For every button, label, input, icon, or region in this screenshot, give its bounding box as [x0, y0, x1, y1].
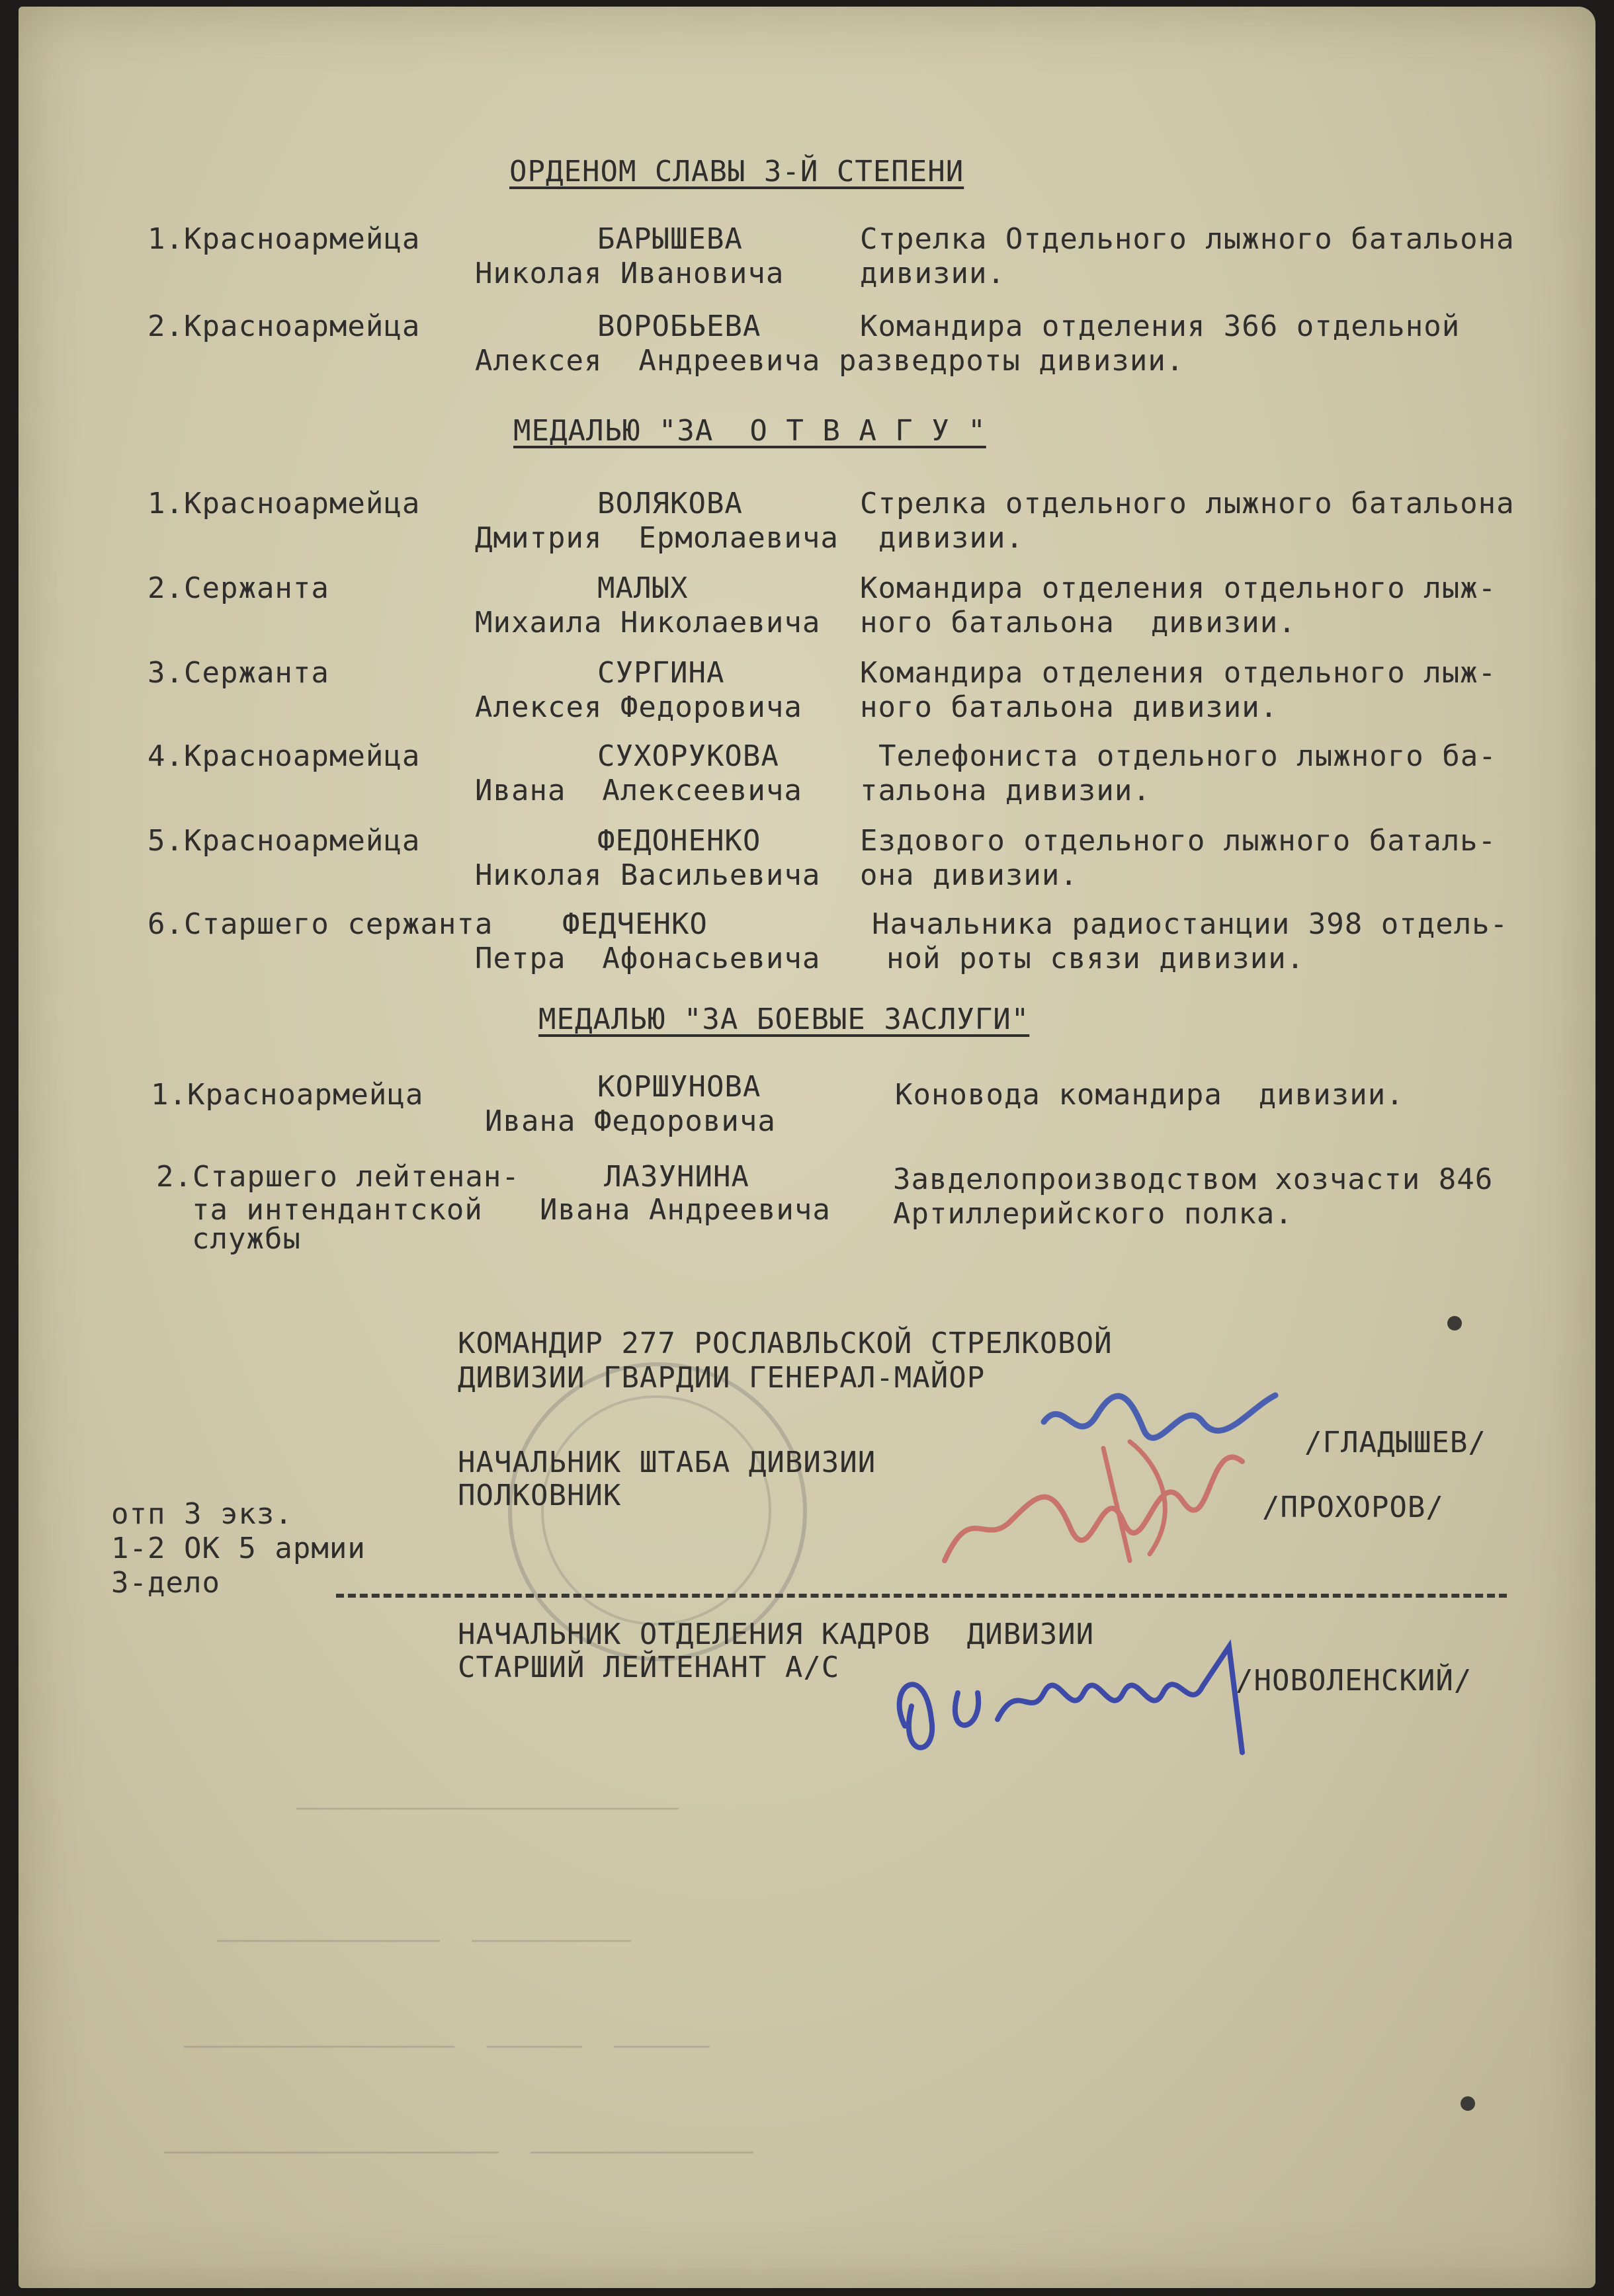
entry-surname: ФЕДОНЕНКО	[597, 824, 761, 858]
copies-file: 3-дело	[111, 1566, 220, 1600]
entry-rank: 3.Сержанта	[148, 656, 329, 690]
entry-description-cont: ной роты связи дивизии.	[886, 942, 1305, 975]
entry-description: Завделопроизводством хозчасти 846	[893, 1163, 1494, 1196]
entry-description: Начальника радиостанции 398 отдель-	[872, 907, 1509, 941]
cadres-chief-title: НАЧАЛЬНИК ОТДЕЛЕНИЯ КАДРОВ ДИВИЗИИ	[458, 1618, 1095, 1651]
entry-rank: 2.Сержанта	[148, 571, 329, 605]
commander-name: /ГЛАДЫШЕВ/	[1304, 1426, 1486, 1459]
entry-description: Стрелка Отдельного лыжного батальона	[860, 222, 1515, 256]
document-sheet: ОРДЕНОМ СЛАВЫ 3-Й СТЕПЕНИ 1.Красноармейца БАРЫШЕВА Стрелка Отдельного лыжного батальона Николая Ивановича дивизии. 2.Красноармейца ВОРОБЬЕВА Командира отделения 366 отдельной Алексея Андреевича разведроты дивизии. МЕДАЛЬЮ "ЗА О Т В А Г У " 1.Красноармейца ВОЛЯКОВА Стрелка отдельного лыжного батальона Дмитрия Ермолаевича дивизии. 2.Сержанта МАЛЫХ Командира отделения отдельного лыж- Михаила Николаевича ного батальона дивизии. 3.Сержанта СУРГИНА Командира отделения отдельного лыж- Алексея Федоровича ного батальона дивизии. 4.Красноармейца СУХОРУКОВА Телефониста отдельного лыжного ба- Ивана Алексеевича тальона дивизии. 5.Красноармейца ФЕДОНЕНКО Ездового отдельного лыжного баталь- Николая Васильевича она дивизии. 6.Старшего сержанта ФЕДЧЕНКО Начальника радиостанции 398 отдель- Петра Афонасьевича ной роты связи дивизии. МЕДАЛЬЮ "ЗА БОЕВЫЕ ЗАСЛУГИ" 1.Красноармейца КОРШУНОВА Коновода командира дивизии. Ивана Федоровича 2.Старшего лейтенан- та интендантской службы ЛАЗУНИНА Ивана Андреевича Завделопроизводством хозчасти 846 Артиллерийского полка. КОМАНДИР 277 РОСЛАВЛЬСКОЙ СТРЕЛКОВОЙ ДИВИЗИИ ГВАРДИИ ГЕНЕРАЛ-МАЙОР /ГЛАДЫШЕВ/ НАЧАЛЬНИК ШТАБА ДИВИЗИИ ПОЛКОВНИК /ПРОХОРОВ/ отп 3 экз. 1-2 ОК 5 армии 3-дело НАЧАЛЬНИК ОТДЕЛЕНИЯ КАДРОВ ДИВИЗИИ СТАРШИЙ ЛЕЙТЕНАНТ А/С /НОВОЛЕНСКИЙ/ ———————————————————————— —————————————— —————————— ————————————————— —————— —————— ————————————————————— ——————————————	[19, 7, 1595, 2288]
entry-description: Командира отделения 366 отдельной	[860, 309, 1461, 343]
entry-description: Телефониста отдельного лыжного ба-	[878, 739, 1497, 773]
entry-given-name: Ивана Федоровича	[485, 1104, 776, 1138]
entry-description: Командира отделения отдельного лыж-	[860, 656, 1497, 690]
entry-given-name: Михаила Николаевича	[475, 606, 821, 639]
section-title-order-glory: ОРДЕНОМ СЛАВЫ 3-Й СТЕПЕНИ	[509, 155, 964, 188]
entry-rank-cont: та интендантской	[192, 1193, 483, 1227]
cadres-chief-signature	[885, 1620, 1295, 1772]
entry-rank: 2.Красноармейца	[148, 309, 421, 343]
entry-surname: ФЕДЧЕНКО	[562, 907, 708, 941]
entry-description-cont: ного батальона дивизии.	[860, 690, 1279, 724]
entry-description-cont: ного батальона дивизии.	[860, 606, 1296, 639]
entry-rank: 1.Красноармейца	[148, 222, 421, 256]
entry-given-name: Николая Ивановича	[475, 257, 785, 290]
entry-surname: ВОЛЯКОВА	[597, 487, 743, 520]
chief-of-staff-title: НАЧАЛЬНИК ШТАБА ДИВИЗИИ	[458, 1446, 876, 1479]
chief-of-staff-rank: ПОЛКОВНИК	[458, 1479, 622, 1512]
entry-rank: 2.Старшего лейтенан-	[156, 1160, 520, 1194]
section-title-medal-bravery: МЕДАЛЬЮ "ЗА О Т В А Г У "	[513, 414, 986, 448]
entry-surname: ВОРОБЬЕВА	[597, 309, 761, 343]
entry-given-name: Алексея Федоровича	[475, 690, 802, 724]
chief-of-staff-name: /ПРОХОРОВ/	[1262, 1491, 1444, 1524]
entry-description-cont: дивизии.	[878, 521, 1024, 555]
entry-rank: 4.Красноармейца	[148, 739, 421, 773]
entry-surname: МАЛЫХ	[597, 571, 689, 605]
entry-given-name: Алексея Андреевича	[475, 344, 821, 378]
commander-title: КОМАНДИР 277 РОСЛАВЛЬСКОЙ СТРЕЛКОВОЙ	[458, 1327, 1113, 1360]
entry-description-cont: она дивизии.	[860, 858, 1078, 892]
entry-description: Командира отделения отдельного лыж-	[860, 571, 1497, 605]
copies-note: отп 3 экз.	[111, 1497, 293, 1531]
entry-surname: СУХОРУКОВА	[597, 739, 779, 773]
entry-description: Коновода командира дивизии.	[895, 1078, 1404, 1112]
entry-description: Ездового отдельного лыжного баталь-	[860, 824, 1497, 858]
entry-rank: 5.Красноармейца	[148, 824, 421, 858]
entry-given-name: Ивана Андреевича	[540, 1193, 831, 1227]
copies-distribution: 1-2 ОК 5 армии	[111, 1532, 366, 1565]
entry-rank: 1.Красноармейца	[151, 1078, 424, 1112]
commander-rank: ДИВИЗИИ ГВАРДИИ ГЕНЕРАЛ-МАЙОР	[458, 1361, 986, 1395]
punch-hole	[1461, 2096, 1475, 2111]
entry-description-cont: Артиллерийского полка.	[893, 1197, 1293, 1231]
entry-description-cont: тальона дивизии.	[860, 774, 1151, 807]
entry-rank: 1.Красноармейца	[148, 487, 421, 520]
section-title-medal-merit: МЕДАЛЬЮ "ЗА БОЕВЫЕ ЗАСЛУГИ"	[538, 1003, 1030, 1036]
cadres-chief-rank: СТАРШИЙ ЛЕЙТЕНАНТ А/С	[458, 1651, 840, 1684]
entry-description-cont: разведроты дивизии.	[839, 344, 1185, 378]
entry-given-name: Ивана Алексеевича	[475, 774, 802, 807]
entry-given-name: Дмитрия Ермолаевича	[475, 521, 839, 555]
entry-description: Стрелка отдельного лыжного батальона	[860, 487, 1515, 520]
entry-surname: БАРЫШЕВА	[597, 222, 743, 256]
entry-given-name: Николая Васильевича	[475, 858, 821, 892]
punch-hole	[1447, 1316, 1462, 1331]
entry-surname: СУРГИНА	[597, 656, 725, 690]
entry-given-name: Петра Афонасьевича	[475, 942, 821, 975]
cadres-chief-name: /НОВОЛЕНСКИЙ/	[1236, 1664, 1472, 1698]
entry-description-cont: дивизии.	[860, 257, 1005, 290]
entry-rank-cont: службы	[192, 1222, 301, 1256]
entry-surname: КОРШУНОВА	[597, 1070, 761, 1104]
entry-rank: 6.Старшего сержанта	[148, 907, 493, 941]
separator-line	[336, 1594, 1507, 1598]
entry-surname: ЛАЗУНИНА	[604, 1160, 749, 1194]
chief-of-staff-signature	[931, 1422, 1275, 1587]
